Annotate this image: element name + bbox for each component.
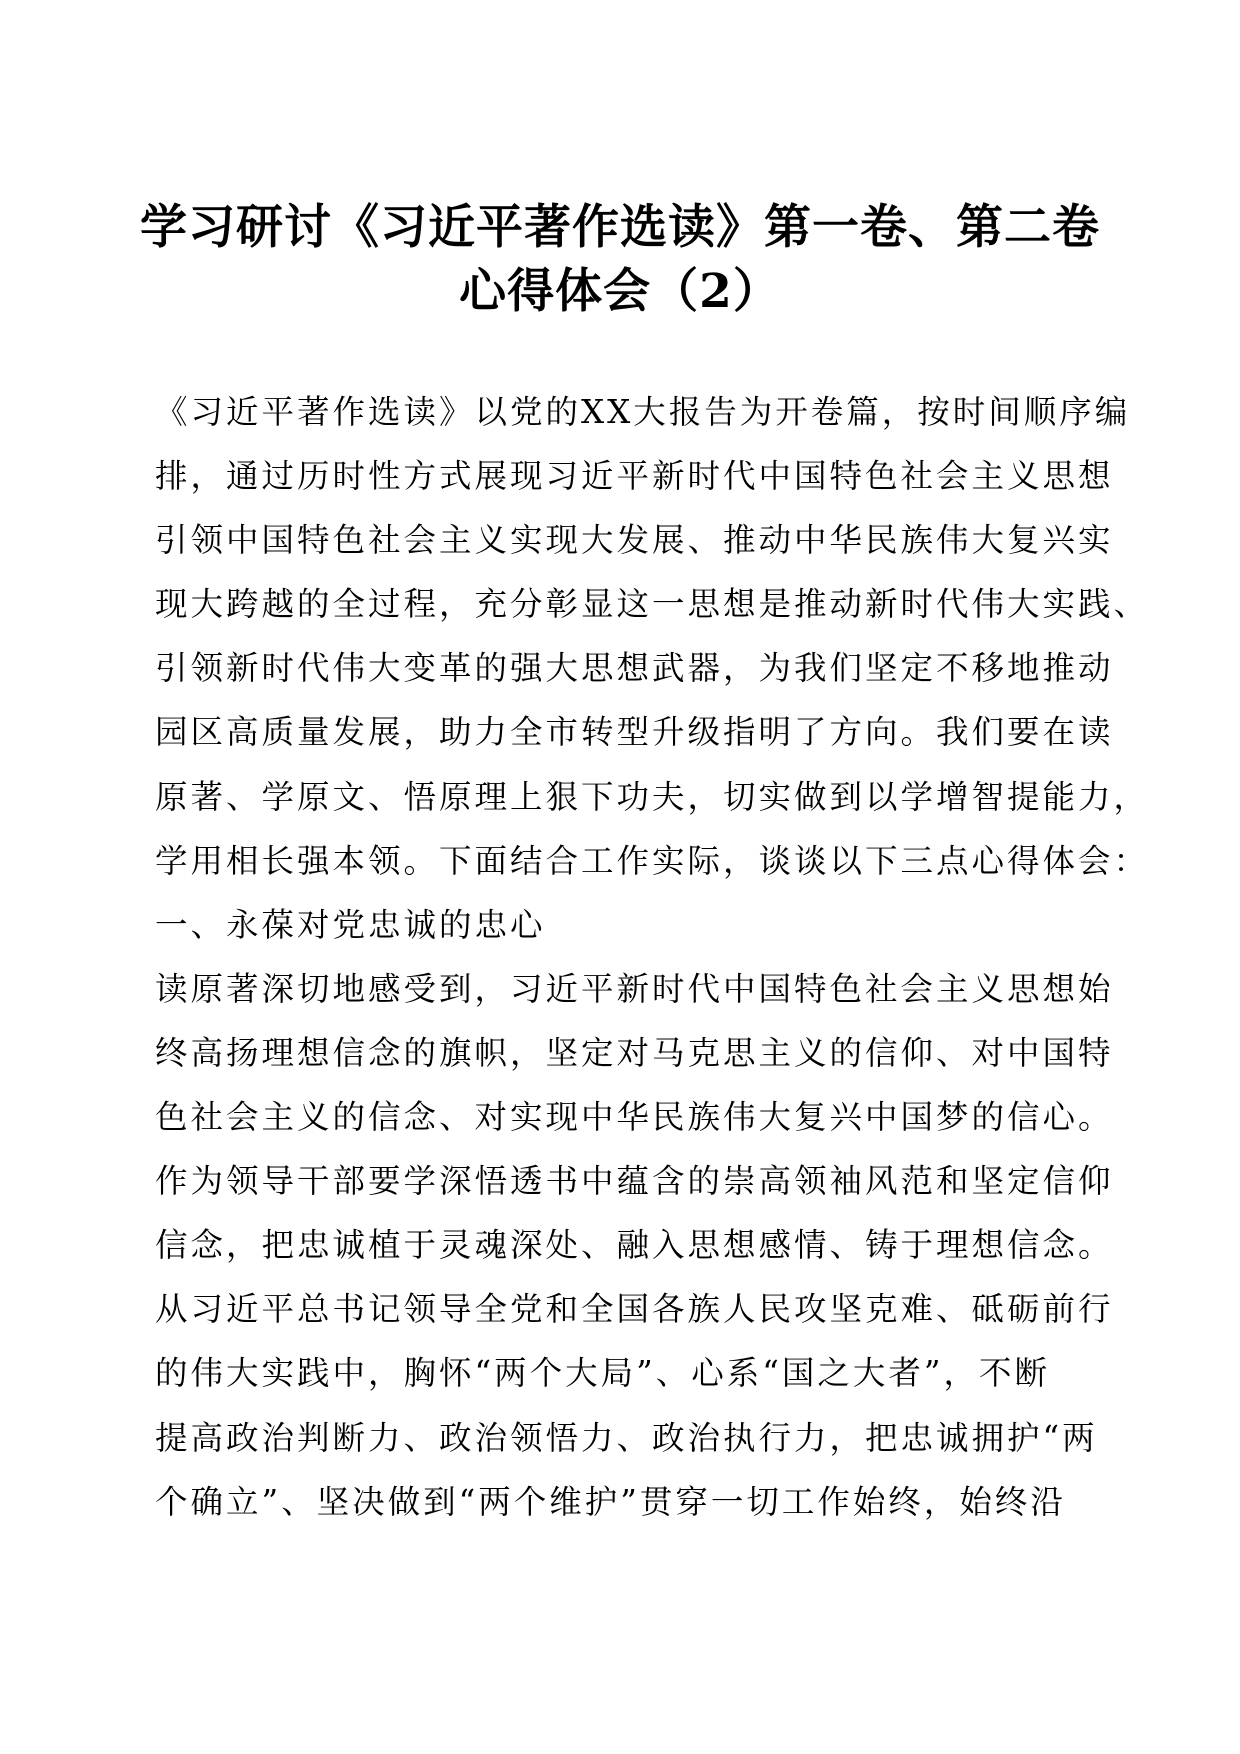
title-line-2: 心得体会（2） <box>459 264 781 319</box>
section-heading: 一、永葆对党忠诚的忠心 <box>155 905 546 944</box>
body-line: 引领中国特色社会主义实现大发展、推动中华民族伟大复兴实 <box>155 521 1114 560</box>
body-line: 现大跨越的全过程，充分彰显这一思想是推动新时代伟大实践、 <box>155 585 1150 624</box>
body-line: 学用相长强本领。下面结合工作实际，谈谈以下三点心得体会： <box>155 841 1150 880</box>
body-line: 作为领导干部要学深悟透书中蕴含的崇高领袖风范和坚定信仰 <box>155 1162 1114 1201</box>
body-line: 读原著深切地感受到，习近平新时代中国特色社会主义思想始 <box>155 969 1114 1008</box>
body-line: 引领新时代伟大变革的强大思想武器，为我们坚定不移地推动 <box>155 649 1114 688</box>
document-title <box>140 196 1100 324</box>
body-line: 园区高质量发展，助力全市转型升级指明了方向。我们要在读 <box>155 713 1114 752</box>
document-body <box>155 380 1150 1534</box>
body-line: 信念，把忠诚植于灵魂深处、融入思想感情、铸于理想信念。 <box>155 1226 1114 1265</box>
body-line: 《习近平著作选读》以党的XX大报告为开卷篇，按时间顺序编 <box>155 393 1131 431</box>
body-line: 的伟大实践中，胸怀“两个大局”、心系“国之大者”，不断 <box>155 1354 1050 1393</box>
title-line-1: 学习研讨《习近平著作选读》第一卷、第二卷 <box>140 200 1100 255</box>
body-line: 排，通过历时性方式展现习近平新时代中国特色社会主义思想 <box>155 457 1114 496</box>
body-line: 原著、学原文、悟原理上狠下功夫，切实做到以学增智提能力， <box>155 777 1150 816</box>
body-line: 个确立”、坚决做到“两个维护”贯穿一切工作始终，始终沿 <box>155 1482 1066 1521</box>
body-line: 终高扬理想信念的旗帜，坚定对马克思主义的信仰、对中国特 <box>155 1033 1114 1072</box>
body-line: 提高政治判断力、政治领悟力、政治执行力，把忠诚拥护“两 <box>155 1418 1098 1457</box>
body-line: 从习近平总书记领导全党和全国各族人民攻坚克难、砥砺前行 <box>155 1290 1114 1329</box>
body-line: 色社会主义的信念、对实现中华民族伟大复兴中国梦的信心。 <box>155 1098 1114 1137</box>
